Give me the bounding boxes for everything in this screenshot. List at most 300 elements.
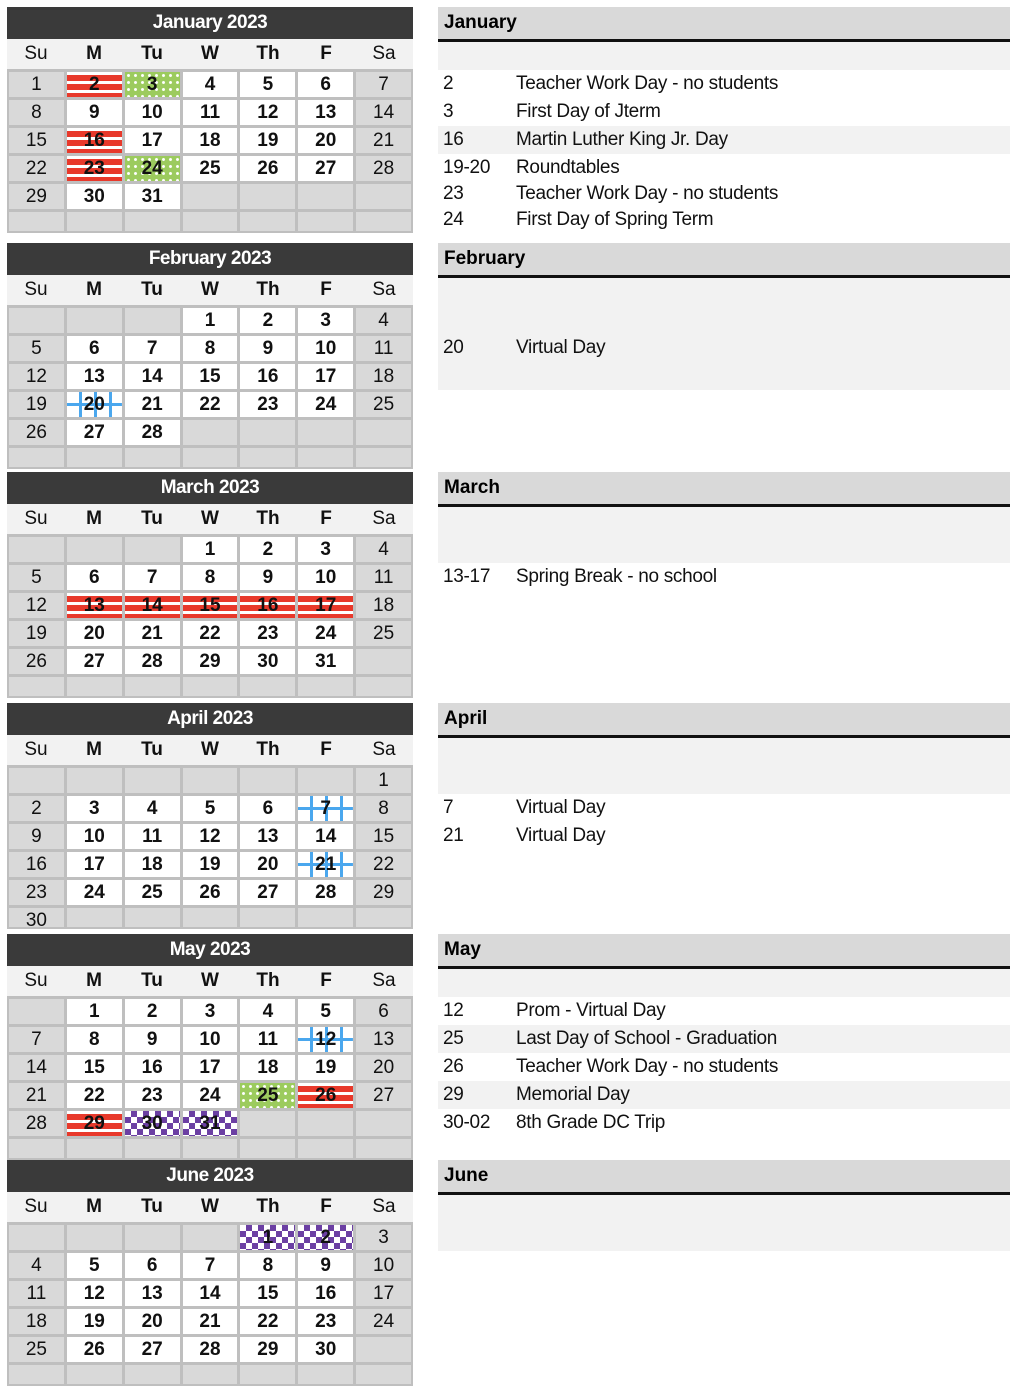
month-calendar [7, 7, 413, 233]
day-cell[interactable]: 10 [298, 565, 353, 590]
section-title: January [438, 7, 1010, 42]
day-cell[interactable]: 20 [125, 1309, 180, 1334]
event-description: Teacher Work Day - no students [516, 1056, 779, 1077]
day-cell[interactable]: 26 [9, 420, 64, 445]
blank-row [438, 766, 1010, 794]
day-cell[interactable]: 25 [9, 1337, 64, 1362]
day-cell[interactable]: 22 [240, 1309, 295, 1334]
day-cell [356, 420, 411, 445]
weekday-label: Su [24, 970, 48, 991]
day-cell[interactable]: 23 [67, 156, 122, 181]
day-cell [240, 212, 295, 231]
day-cell[interactable]: 6 [240, 796, 295, 821]
day-cell[interactable]: 21 [125, 392, 180, 417]
day-cell [9, 1365, 64, 1384]
day-cell[interactable]: 8 [240, 1253, 295, 1278]
day-cell[interactable]: 16 [240, 593, 295, 618]
day-cell[interactable]: 6 [356, 999, 411, 1024]
day-cell[interactable]: 24 [356, 1309, 411, 1334]
weekday-label: Sa [372, 508, 396, 529]
day-cell[interactable]: 4 [356, 537, 411, 562]
day-cell [9, 308, 64, 333]
day-cell [67, 1365, 122, 1384]
weekday-label: Th [256, 970, 280, 991]
day-cell[interactable]: 22 [183, 621, 238, 646]
day-cell[interactable]: 27 [125, 1337, 180, 1362]
day-cell[interactable]: 12 [9, 593, 64, 618]
month-calendar [7, 1160, 413, 1386]
weekday-label: F [320, 970, 332, 991]
day-cell[interactable]: 6 [67, 565, 122, 590]
day-cell[interactable]: 15 [183, 364, 238, 389]
weekday-label: Sa [372, 970, 396, 991]
day-cell [298, 420, 353, 445]
month-title: May 2023 [7, 934, 413, 966]
weekday-label: F [320, 739, 332, 760]
event-date: 19-20 [443, 157, 491, 178]
day-cell[interactable]: 8 [183, 336, 238, 361]
month-calendar [7, 703, 413, 929]
blank-row [438, 507, 1010, 535]
day-cell[interactable]: 8 [9, 100, 64, 125]
day-cell[interactable]: 2 [125, 999, 180, 1024]
day-cell[interactable]: 5 [240, 72, 295, 97]
day-cell [356, 1139, 411, 1158]
day-cell[interactable]: 28 [298, 880, 353, 905]
day-cell[interactable]: 18 [183, 128, 238, 153]
event-row [438, 98, 1010, 126]
day-cell[interactable]: 17 [298, 593, 353, 618]
day-cell[interactable]: 14 [183, 1281, 238, 1306]
day-cell[interactable]: 6 [67, 336, 122, 361]
weekday-header [7, 275, 413, 305]
event-description: 8th Grade DC Trip [516, 1112, 666, 1133]
day-cell[interactable]: 13 [240, 824, 295, 849]
event-date: 21 [443, 825, 464, 846]
weekday-label: W [201, 970, 219, 991]
event-row [438, 70, 1010, 98]
day-cell[interactable]: 12 [298, 1027, 353, 1052]
day-cell[interactable]: 6 [298, 72, 353, 97]
day-cell[interactable]: 27 [67, 649, 122, 674]
day-cell[interactable]: 27 [240, 880, 295, 905]
blank-row [438, 1223, 1010, 1251]
day-cell[interactable]: 27 [67, 420, 122, 445]
day-cell[interactable]: 30 [125, 1111, 180, 1136]
day-cell[interactable]: 13 [67, 364, 122, 389]
day-cell[interactable]: 9 [298, 1253, 353, 1278]
day-cell [298, 212, 353, 231]
day-cell[interactable]: 13 [67, 593, 122, 618]
weekday-label: M [86, 279, 102, 300]
day-grid [7, 69, 413, 233]
event-description: Roundtables [516, 157, 620, 178]
day-cell[interactable]: 15 [9, 128, 64, 153]
day-cell[interactable]: 6 [125, 1253, 180, 1278]
day-cell[interactable]: 1 [183, 308, 238, 333]
day-cell[interactable]: 15 [240, 1281, 295, 1306]
day-cell[interactable]: 18 [240, 1055, 295, 1080]
day-cell[interactable]: 19 [9, 392, 64, 417]
event-row [438, 997, 1010, 1025]
day-cell[interactable]: 11 [183, 100, 238, 125]
day-cell[interactable]: 20 [298, 128, 353, 153]
day-cell[interactable]: 25 [125, 880, 180, 905]
day-cell[interactable]: 19 [9, 621, 64, 646]
weekday-label: W [201, 43, 219, 64]
day-cell[interactable]: 5 [298, 999, 353, 1024]
day-cell[interactable]: 11 [356, 565, 411, 590]
day-cell[interactable]: 20 [240, 852, 295, 877]
day-cell[interactable]: 2 [240, 308, 295, 333]
day-cell[interactable]: 20 [67, 392, 122, 417]
day-cell[interactable]: 26 [67, 1337, 122, 1362]
weekday-label: M [86, 970, 102, 991]
day-cell [240, 677, 295, 696]
weekday-label: Tu [141, 970, 163, 991]
day-cell[interactable]: 5 [183, 796, 238, 821]
weekday-label: Su [24, 508, 48, 529]
day-cell[interactable]: 22 [356, 852, 411, 877]
day-cell[interactable]: 12 [9, 364, 64, 389]
weekday-label: F [320, 1196, 332, 1217]
day-cell[interactable]: 26 [240, 156, 295, 181]
day-cell[interactable]: 24 [125, 156, 180, 181]
day-cell [67, 768, 122, 793]
event-row [438, 822, 1010, 850]
day-cell[interactable]: 24 [183, 1083, 238, 1108]
day-cell[interactable]: 20 [67, 621, 122, 646]
section-title: March [438, 472, 1010, 507]
day-cell[interactable]: 17 [67, 852, 122, 877]
blank-row [438, 969, 1010, 997]
day-grid [7, 765, 413, 929]
day-cell[interactable]: 14 [298, 824, 353, 849]
day-cell[interactable]: 25 [356, 392, 411, 417]
day-cell [183, 1365, 238, 1384]
event-date: 26 [443, 1056, 464, 1077]
day-cell [67, 1225, 122, 1250]
event-description: Prom - Virtual Day [516, 1000, 666, 1021]
day-cell [125, 212, 180, 231]
day-cell[interactable]: 29 [9, 184, 64, 209]
day-cell[interactable]: 15 [67, 1055, 122, 1080]
day-cell[interactable]: 28 [183, 1337, 238, 1362]
day-cell[interactable]: 2 [240, 537, 295, 562]
day-cell[interactable]: 12 [67, 1281, 122, 1306]
day-cell [67, 537, 122, 562]
weekday-label: Sa [372, 739, 396, 760]
day-cell[interactable]: 26 [9, 649, 64, 674]
day-cell [298, 1365, 353, 1384]
weekday-label: W [201, 508, 219, 529]
weekday-label: W [201, 1196, 219, 1217]
day-grid [7, 305, 413, 469]
day-cell [356, 1111, 411, 1136]
event-row [438, 154, 1010, 180]
day-cell[interactable]: 1 [67, 999, 122, 1024]
event-row [438, 126, 1010, 154]
day-cell[interactable]: 23 [240, 621, 295, 646]
day-cell[interactable]: 7 [9, 1027, 64, 1052]
month-calendar [7, 472, 413, 698]
weekday-label: M [86, 1196, 102, 1217]
day-cell[interactable]: 9 [125, 1027, 180, 1052]
day-cell[interactable]: 4 [356, 308, 411, 333]
event-row [438, 1025, 1010, 1053]
day-cell[interactable]: 19 [183, 852, 238, 877]
day-cell[interactable]: 11 [9, 1281, 64, 1306]
day-cell[interactable]: 22 [67, 1083, 122, 1108]
day-cell[interactable]: 28 [125, 420, 180, 445]
day-cell[interactable]: 2 [67, 72, 122, 97]
event-description: Martin Luther King Jr. Day [516, 129, 728, 150]
day-cell[interactable]: 10 [67, 824, 122, 849]
day-cell[interactable]: 30 [9, 908, 64, 927]
weekday-header [7, 735, 413, 765]
day-cell[interactable]: 29 [240, 1337, 295, 1362]
day-cell[interactable]: 17 [298, 364, 353, 389]
day-cell[interactable]: 3 [67, 796, 122, 821]
day-cell[interactable]: 29 [183, 649, 238, 674]
day-grid [7, 996, 413, 1160]
month-title: February 2023 [7, 243, 413, 275]
day-cell[interactable]: 1 [183, 537, 238, 562]
weekday-label: Su [24, 1196, 48, 1217]
day-cell[interactable]: 17 [125, 128, 180, 153]
day-cell [183, 184, 238, 209]
day-cell[interactable]: 21 [9, 1083, 64, 1108]
weekday-label: Su [24, 43, 48, 64]
day-cell [356, 448, 411, 467]
weekday-label: Tu [141, 739, 163, 760]
day-cell [356, 212, 411, 231]
day-cell[interactable]: 28 [356, 156, 411, 181]
day-cell [67, 448, 122, 467]
day-cell[interactable]: 18 [356, 593, 411, 618]
day-cell[interactable]: 18 [9, 1309, 64, 1334]
day-cell[interactable]: 1 [9, 72, 64, 97]
weekday-label: Su [24, 279, 48, 300]
day-cell[interactable]: 25 [240, 1083, 295, 1108]
day-cell[interactable]: 2 [9, 796, 64, 821]
day-cell[interactable]: 14 [356, 100, 411, 125]
day-cell[interactable]: 14 [9, 1055, 64, 1080]
event-row [438, 563, 1010, 591]
day-cell[interactable]: 21 [356, 128, 411, 153]
day-cell[interactable]: 13 [356, 1027, 411, 1052]
day-cell [125, 448, 180, 467]
day-cell[interactable]: 19 [240, 128, 295, 153]
day-cell[interactable]: 3 [356, 1225, 411, 1250]
day-cell[interactable]: 3 [298, 308, 353, 333]
section-title: June [438, 1160, 1010, 1195]
month-events-section [438, 472, 1010, 591]
day-cell [9, 1225, 64, 1250]
day-cell[interactable]: 11 [240, 1027, 295, 1052]
day-cell[interactable]: 11 [356, 336, 411, 361]
day-cell[interactable]: 31 [183, 1111, 238, 1136]
day-cell[interactable]: 9 [240, 336, 295, 361]
day-cell[interactable]: 17 [356, 1281, 411, 1306]
day-cell[interactable]: 23 [125, 1083, 180, 1108]
day-cell[interactable]: 4 [9, 1253, 64, 1278]
day-cell[interactable]: 26 [298, 1083, 353, 1108]
day-cell[interactable]: 5 [9, 336, 64, 361]
day-cell [356, 677, 411, 696]
day-cell[interactable]: 19 [67, 1309, 122, 1334]
event-description: Teacher Work Day - no students [516, 73, 779, 94]
day-cell[interactable]: 4 [125, 796, 180, 821]
day-cell[interactable]: 13 [298, 100, 353, 125]
day-cell[interactable]: 28 [9, 1111, 64, 1136]
event-row [438, 794, 1010, 822]
weekday-label: F [320, 508, 332, 529]
event-row [438, 1081, 1010, 1109]
day-cell[interactable]: 29 [67, 1111, 122, 1136]
day-cell[interactable]: 7 [356, 72, 411, 97]
day-cell[interactable]: 30 [240, 649, 295, 674]
day-cell[interactable]: 31 [125, 184, 180, 209]
day-cell[interactable]: 27 [356, 1083, 411, 1108]
day-cell[interactable]: 21 [125, 621, 180, 646]
day-cell[interactable]: 9 [240, 565, 295, 590]
day-cell[interactable]: 15 [356, 824, 411, 849]
day-cell[interactable]: 23 [9, 880, 64, 905]
day-cell[interactable]: 16 [9, 852, 64, 877]
day-cell[interactable]: 23 [298, 1309, 353, 1334]
day-cell[interactable]: 8 [67, 1027, 122, 1052]
day-cell[interactable]: 28 [125, 649, 180, 674]
day-cell[interactable]: 14 [125, 364, 180, 389]
day-cell[interactable]: 20 [356, 1055, 411, 1080]
day-cell[interactable]: 1 [356, 768, 411, 793]
day-cell[interactable]: 2 [298, 1225, 353, 1250]
weekday-label: F [320, 43, 332, 64]
day-cell[interactable]: 24 [298, 621, 353, 646]
day-cell[interactable]: 16 [67, 128, 122, 153]
weekday-label: W [201, 739, 219, 760]
day-cell [125, 908, 180, 927]
day-cell[interactable]: 17 [183, 1055, 238, 1080]
event-description: Memorial Day [516, 1084, 630, 1105]
weekday-label: Th [256, 739, 280, 760]
day-cell [183, 1139, 238, 1158]
day-cell[interactable]: 7 [183, 1253, 238, 1278]
weekday-label: M [86, 43, 102, 64]
day-cell[interactable]: 10 [183, 1027, 238, 1052]
day-cell[interactable]: 4 [183, 72, 238, 97]
day-cell[interactable]: 23 [240, 392, 295, 417]
day-cell [298, 1139, 353, 1158]
day-cell [125, 308, 180, 333]
day-cell [9, 677, 64, 696]
day-cell[interactable]: 21 [298, 852, 353, 877]
day-cell[interactable]: 7 [125, 565, 180, 590]
day-cell [298, 768, 353, 793]
day-cell[interactable]: 11 [125, 824, 180, 849]
day-cell[interactable]: 8 [356, 796, 411, 821]
day-cell [67, 308, 122, 333]
day-cell[interactable]: 19 [298, 1055, 353, 1080]
day-cell [9, 768, 64, 793]
day-cell [240, 1365, 295, 1384]
blank-row [438, 362, 1010, 390]
day-cell[interactable]: 10 [356, 1253, 411, 1278]
day-cell [125, 1365, 180, 1384]
day-cell[interactable]: 18 [125, 852, 180, 877]
day-cell[interactable]: 25 [356, 621, 411, 646]
blank-row [438, 278, 1010, 306]
event-date: 13-17 [443, 566, 491, 587]
event-date: 30-02 [443, 1112, 491, 1133]
day-cell[interactable]: 12 [240, 100, 295, 125]
weekday-label: M [86, 508, 102, 529]
event-date: 23 [443, 183, 464, 204]
day-cell[interactable]: 3 [183, 999, 238, 1024]
day-cell[interactable]: 22 [9, 156, 64, 181]
day-cell [356, 649, 411, 674]
day-cell [9, 537, 64, 562]
event-row [438, 180, 1010, 206]
day-cell[interactable]: 25 [183, 156, 238, 181]
day-cell [9, 448, 64, 467]
month-title: January 2023 [7, 7, 413, 39]
day-cell[interactable]: 29 [356, 880, 411, 905]
day-cell[interactable]: 14 [125, 593, 180, 618]
day-cell[interactable]: 30 [67, 184, 122, 209]
weekday-label: Sa [372, 43, 396, 64]
day-cell[interactable]: 31 [298, 649, 353, 674]
day-cell [356, 908, 411, 927]
day-cell[interactable]: 4 [240, 999, 295, 1024]
day-cell [183, 677, 238, 696]
day-cell[interactable]: 13 [125, 1281, 180, 1306]
day-cell[interactable]: 1 [240, 1225, 295, 1250]
day-cell[interactable]: 8 [183, 565, 238, 590]
day-cell[interactable]: 21 [183, 1309, 238, 1334]
weekday-header [7, 966, 413, 996]
day-cell[interactable]: 24 [67, 880, 122, 905]
day-cell[interactable]: 15 [183, 593, 238, 618]
month-title: April 2023 [7, 703, 413, 735]
day-cell[interactable]: 22 [183, 392, 238, 417]
day-cell[interactable]: 18 [356, 364, 411, 389]
blank-row [438, 42, 1010, 70]
day-cell[interactable]: 16 [298, 1281, 353, 1306]
day-cell[interactable]: 26 [183, 880, 238, 905]
day-cell [240, 1139, 295, 1158]
day-cell[interactable]: 10 [125, 100, 180, 125]
day-cell[interactable]: 30 [298, 1337, 353, 1362]
day-cell[interactable]: 7 [125, 336, 180, 361]
day-cell[interactable]: 5 [67, 1253, 122, 1278]
day-cell[interactable]: 3 [125, 72, 180, 97]
day-cell[interactable]: 5 [9, 565, 64, 590]
day-cell[interactable]: 9 [9, 824, 64, 849]
day-cell[interactable]: 10 [298, 336, 353, 361]
day-cell[interactable]: 9 [67, 100, 122, 125]
day-cell[interactable]: 12 [183, 824, 238, 849]
day-cell[interactable]: 27 [298, 156, 353, 181]
day-cell[interactable]: 7 [298, 796, 353, 821]
day-cell[interactable]: 16 [240, 364, 295, 389]
day-cell[interactable]: 16 [125, 1055, 180, 1080]
event-date: 7 [443, 797, 454, 818]
day-cell[interactable]: 24 [298, 392, 353, 417]
event-description: Teacher Work Day - no students [516, 183, 779, 204]
day-cell[interactable]: 3 [298, 537, 353, 562]
